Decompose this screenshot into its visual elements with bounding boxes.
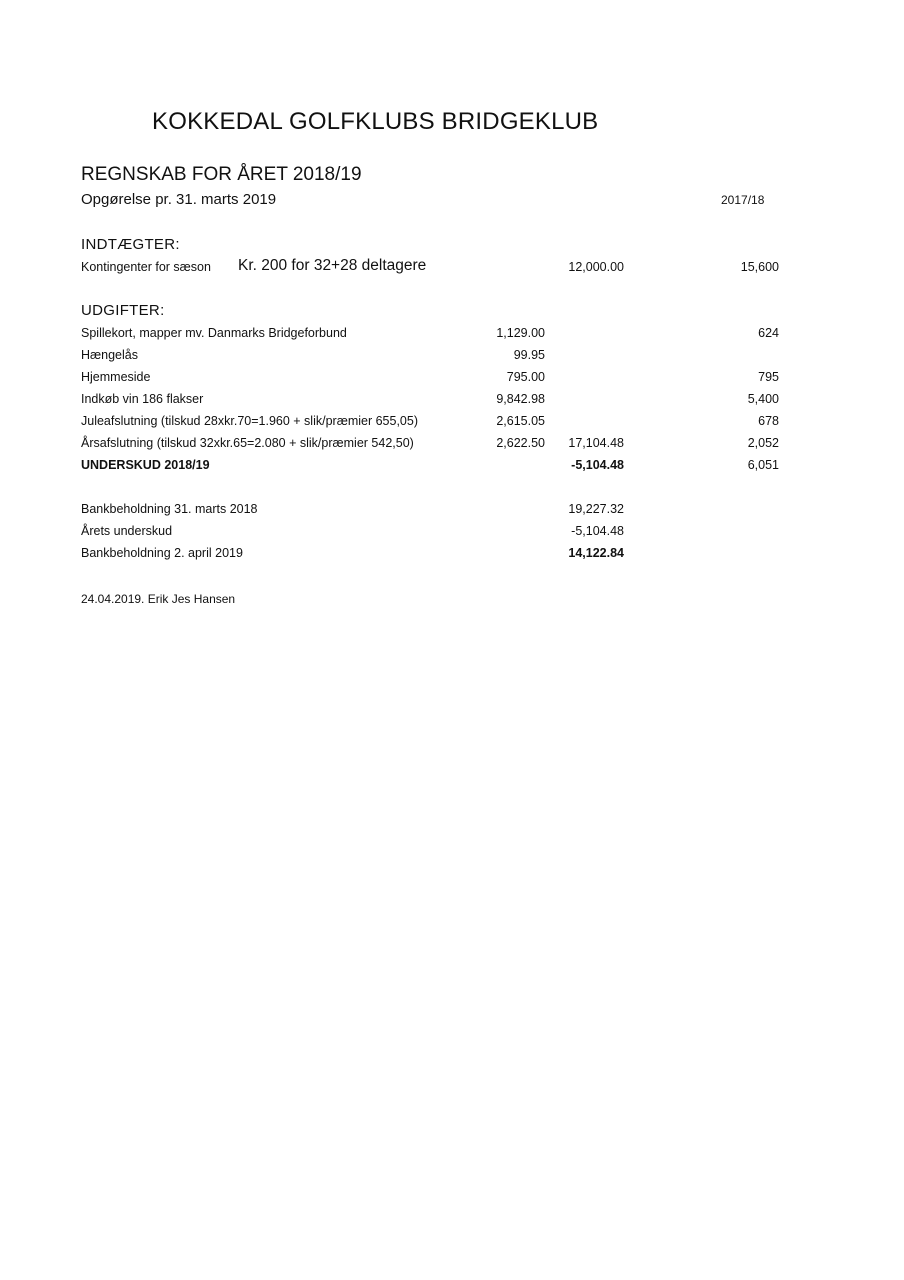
expense-row-label: Spillekort, mapper mv. Danmarks Bridgeforbund (81, 326, 347, 340)
expense-row-label: Indkøb vin 186 flakser (81, 392, 204, 406)
expense-row-prev: 795 (758, 370, 779, 384)
deficit-prev: 6,051 (747, 458, 779, 472)
expense-row-prev: 5,400 (747, 392, 779, 406)
expense-row-amount: 795.00 (506, 370, 545, 384)
expense-row-label: Hængelås (81, 348, 138, 362)
expense-row-amount: 2,622.50 (496, 436, 545, 450)
expense-row-prev: 624 (758, 326, 779, 340)
expense-row-amount: 1,129.00 (496, 326, 545, 340)
bank-row-value: -5,104.48 (571, 524, 624, 538)
income-row-total: 12,000.00 (568, 260, 624, 274)
bank-row-label: Årets underskud (81, 524, 173, 538)
expense-row-label: Årsafslutning (tilskud 32xkr.65=2.080 + slik/præmier 542,50) (81, 436, 414, 450)
bank-closing-balance: 14,122.84 (568, 546, 624, 560)
expense-total: 17,104.48 (568, 436, 624, 450)
bank-row-label: Bankbeholdning 2. april 2019 (81, 546, 243, 560)
expense-row-amount: 9,842.98 (496, 392, 545, 406)
expense-row-amount: 99.95 (513, 348, 545, 362)
bank-row-label: Bankbeholdning 31. marts 2018 (81, 502, 258, 516)
expense-row-amount: 2,615.05 (496, 414, 545, 428)
income-row-note: Kr. 200 for 32+28 deltagere (238, 257, 427, 274)
income-heading: INDTÆGTER: (81, 236, 180, 253)
expense-row-label: Hjemmeside (81, 370, 151, 384)
deficit-total: -5,104.48 (571, 458, 624, 472)
report-subtitle: REGNSKAB FOR ÅRET 2018/19 (81, 164, 362, 185)
bank-row-value: 19,227.32 (568, 502, 624, 516)
deficit-label: UNDERSKUD 2018/19 (81, 458, 210, 472)
prev-year-column-header: 2017/18 (721, 193, 765, 207)
signature-line: 24.04.2019. Erik Jes Hansen (81, 592, 236, 606)
document-title: KOKKEDAL GOLFKLUBS BRIDGEKLUB (152, 108, 599, 135)
expense-row-prev: 2,052 (747, 436, 779, 450)
income-row-prev: 15,600 (740, 260, 779, 274)
expense-row-label: Juleafslutning (tilskud 28xkr.70=1.960 + slik/præmier 655,05) (81, 414, 418, 428)
statement-date: Opgørelse pr. 31. marts 2019 (81, 191, 277, 208)
income-row-label: Kontingenter for sæson (81, 260, 211, 274)
expense-row-prev: 678 (758, 414, 779, 428)
expenses-heading: UDGIFTER: (81, 302, 165, 319)
